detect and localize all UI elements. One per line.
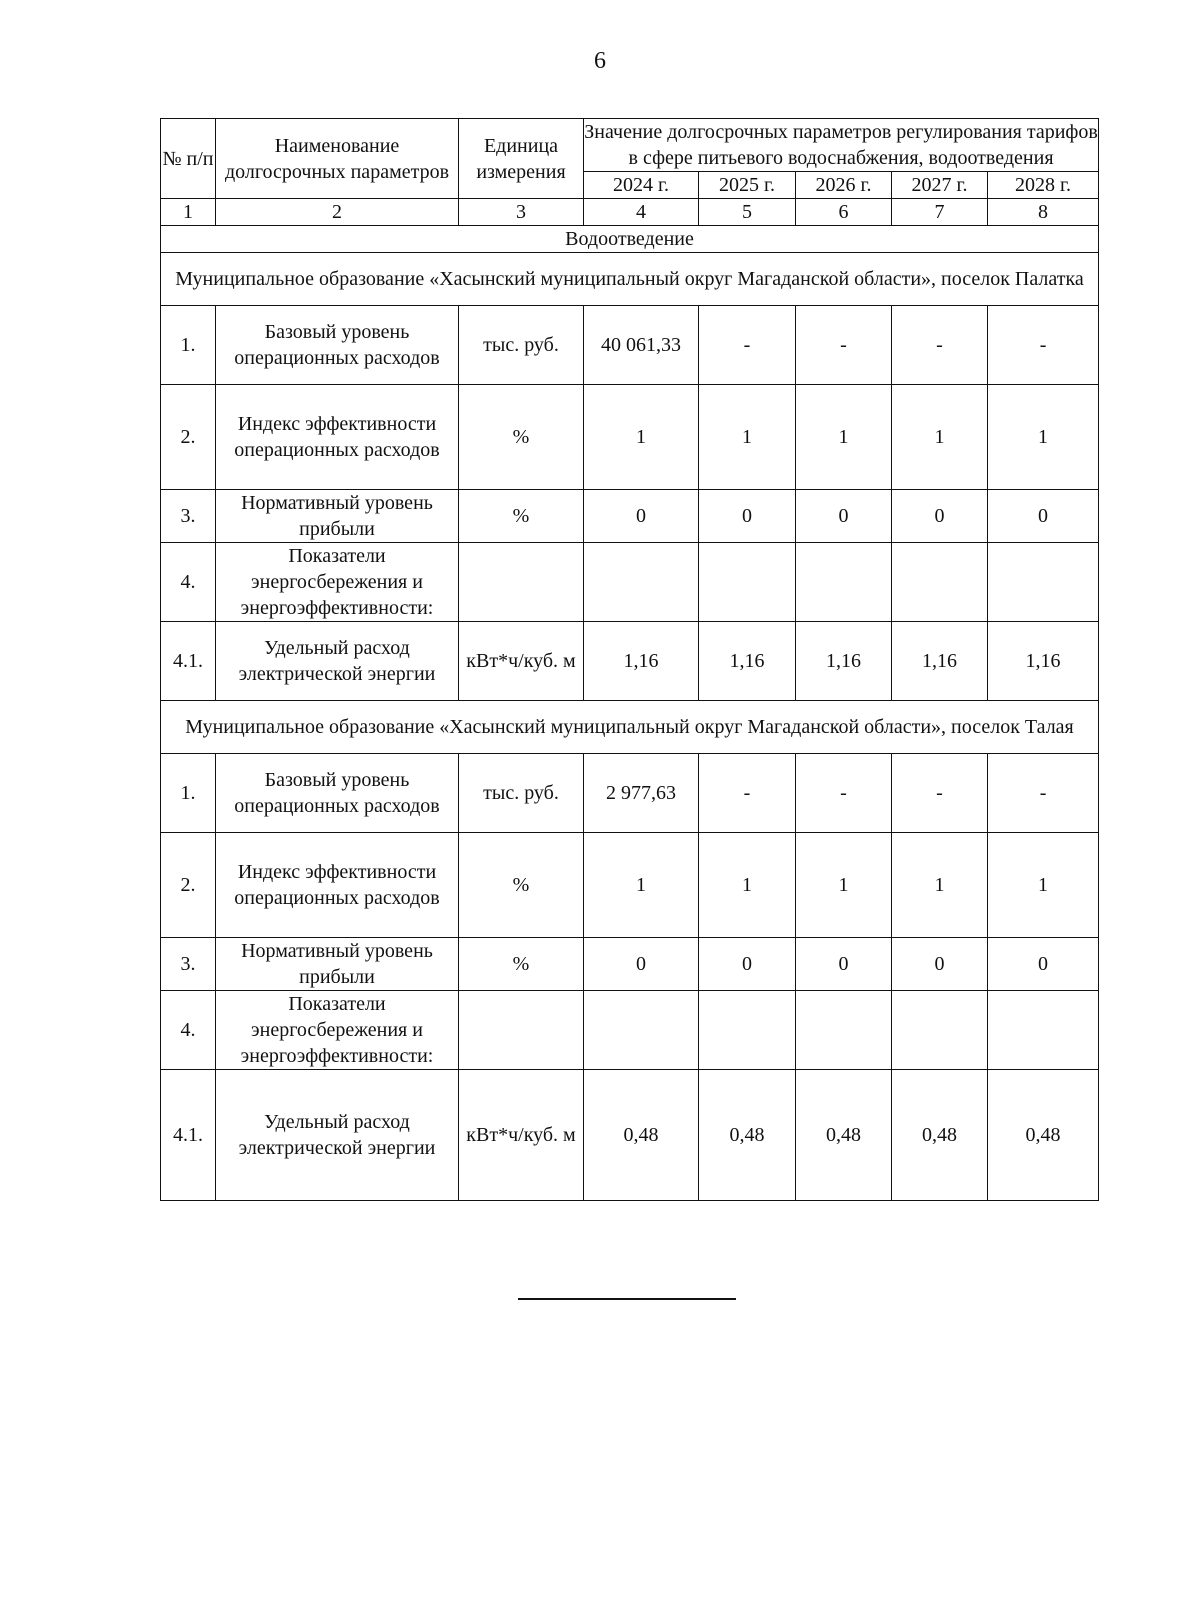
value-cell [988,991,1099,1070]
unit-cell: % [459,833,584,938]
parameter-name: Индекс эффективности операционных расходов [216,833,459,938]
unit-cell: кВт*ч/куб. м [459,1070,584,1201]
table-row [161,938,1099,991]
value-cell: 0 [699,938,796,991]
row-number: 2. [161,385,216,490]
municipality-title: Муниципальное образование «Хасынский муниципальный округ Магаданской области», поселок Талая [161,701,1099,754]
parameter-name: Индекс эффективности операционных расходов [216,385,459,490]
value-cell: - [796,754,892,833]
unit-cell [459,543,584,622]
value-cell: 0,48 [584,1070,699,1201]
value-cell: 0,48 [796,1070,892,1201]
row-number: 4.1. [161,1070,216,1201]
header-col-name: Наименование долгосрочных параметров [216,119,459,199]
value-cell: 0,48 [988,1070,1099,1201]
value-cell: 0 [796,490,892,543]
parameters-table [160,118,1099,1201]
year-header: 2026 г. [796,172,892,199]
value-cell: 1,16 [584,622,699,701]
row-number: 3. [161,938,216,991]
value-cell: 0,48 [699,1070,796,1201]
parameter-name: Базовый уровень операционных расходов [216,754,459,833]
value-cell [796,543,892,622]
year-header: 2024 г. [584,172,699,199]
value-cell: 1 [796,833,892,938]
row-number: 4. [161,991,216,1070]
unit-cell: % [459,938,584,991]
value-cell: 0 [796,938,892,991]
value-cell: - [988,306,1099,385]
value-cell: - [988,754,1099,833]
value-cell: 0 [988,938,1099,991]
year-header: 2028 г. [988,172,1099,199]
parameter-name: Нормативный уровень прибыли [216,938,459,991]
value-cell [699,543,796,622]
value-cell: 0,48 [892,1070,988,1201]
column-index: 4 [584,199,699,226]
parameter-name: Удельный расход электрической энергии [216,1070,459,1201]
value-cell: - [892,306,988,385]
value-cell: 40 061,33 [584,306,699,385]
value-cell: 1,16 [988,622,1099,701]
unit-cell: % [459,490,584,543]
unit-cell: % [459,385,584,490]
column-index: 7 [892,199,988,226]
column-index: 1 [161,199,216,226]
value-cell: 0 [584,490,699,543]
value-cell: 0 [892,490,988,543]
value-cell: 1 [892,385,988,490]
table-row [161,833,1099,938]
column-index: 3 [459,199,584,226]
value-cell: 1 [699,833,796,938]
value-cell: 1 [988,385,1099,490]
table-row [161,1070,1099,1201]
unit-cell: тыс. руб. [459,754,584,833]
value-cell: 0 [699,490,796,543]
table-row [161,754,1099,833]
value-cell [699,991,796,1070]
header-col-no: № п/п [161,119,216,199]
column-index: 6 [796,199,892,226]
parameter-name: Нормативный уровень прибыли [216,490,459,543]
value-cell: 0 [988,490,1099,543]
parameter-name: Показатели энергосбережения и энергоэффективности: [216,991,459,1070]
row-number: 2. [161,833,216,938]
municipality-title: Муниципальное образование «Хасынский муниципальный округ Магаданской области», поселок Палатка [161,253,1099,306]
value-cell [892,543,988,622]
value-cell: 0 [892,938,988,991]
table-row [161,385,1099,490]
unit-cell: тыс. руб. [459,306,584,385]
closing-separator-line [518,1298,736,1300]
value-cell: 1,16 [796,622,892,701]
row-number: 4. [161,543,216,622]
row-number: 3. [161,490,216,543]
unit-cell: кВт*ч/куб. м [459,622,584,701]
table-row [161,543,1099,622]
value-cell: - [892,754,988,833]
column-index: 8 [988,199,1099,226]
section-title: Водоотведение [161,226,1099,253]
value-cell: 1,16 [699,622,796,701]
row-number: 4.1. [161,622,216,701]
row-number: 1. [161,306,216,385]
value-cell [584,543,699,622]
value-cell: 1 [584,385,699,490]
value-cell [988,543,1099,622]
table-row [161,306,1099,385]
value-cell: 1 [796,385,892,490]
value-cell [584,991,699,1070]
table-row [161,490,1099,543]
value-cell [796,991,892,1070]
year-header: 2027 г. [892,172,988,199]
value-cell: 2 977,63 [584,754,699,833]
table-row [161,622,1099,701]
parameter-name: Показатели энергосбережения и энергоэффективности: [216,543,459,622]
value-cell: 1 [699,385,796,490]
column-index: 5 [699,199,796,226]
value-cell: - [699,754,796,833]
page-number: 6 [594,48,606,74]
value-cell: 1,16 [892,622,988,701]
value-cell: - [796,306,892,385]
value-cell: 0 [584,938,699,991]
parameter-name: Базовый уровень операционных расходов [216,306,459,385]
value-cell: - [699,306,796,385]
year-header: 2025 г. [699,172,796,199]
column-index: 2 [216,199,459,226]
table-row [161,991,1099,1070]
unit-cell [459,991,584,1070]
value-cell: 1 [584,833,699,938]
header-col-values: Значение долгосрочных параметров регулирования тарифов в сфере питьевого водоснабжения, водоотведения [584,119,1099,172]
row-number: 1. [161,754,216,833]
parameter-name: Удельный расход электрической энергии [216,622,459,701]
value-cell: 1 [892,833,988,938]
value-cell [892,991,988,1070]
header-col-unit: Единица измерения [459,119,584,199]
value-cell: 1 [988,833,1099,938]
